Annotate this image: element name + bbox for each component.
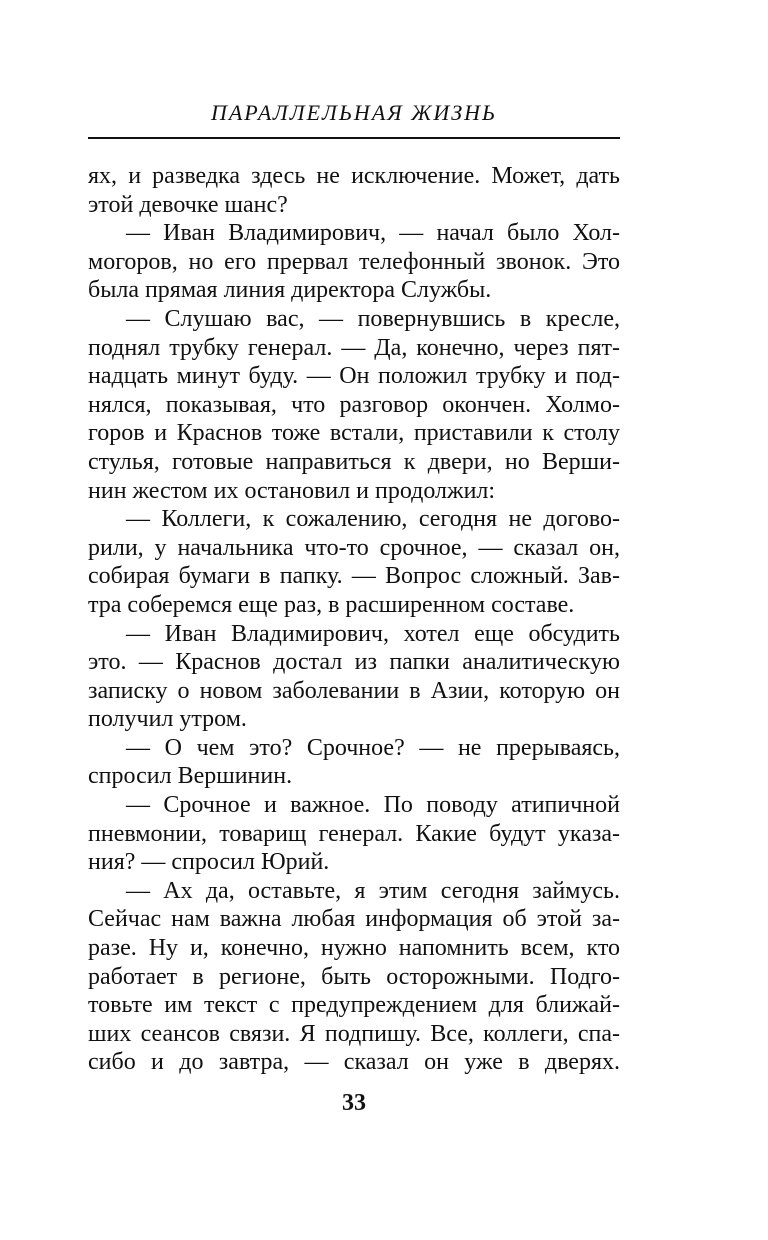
text-line: стулья, готовые направиться к двери, но Верши-	[88, 448, 620, 475]
text-line: собирая бумаги в папку. — Вопрос сложный. Зав-	[88, 563, 620, 590]
body-text	[88, 162, 620, 1077]
text-line: — Ах да, оставьте, я этим сегодня займусь.	[126, 877, 620, 904]
text-line: могоров, но его прервал телефонный звонок. Это	[88, 248, 620, 275]
text-line: получил утром.	[88, 706, 247, 733]
text-line: это. — Краснов достал из папки аналитическую	[88, 649, 620, 676]
text-line: ях, и разведка здесь не исключение. Может, дать	[88, 163, 620, 189]
text-line: работает в регионе, быть осторожными. Подго-	[88, 963, 620, 990]
text-line: была прямая линия директора Службы.	[88, 277, 492, 304]
text-line: записку о новом заболевании в Азии, которую он	[88, 677, 620, 704]
text-line: разе. Ну и, конечно, нужно напомнить всем, кто	[88, 935, 620, 962]
text-line: — Срочное и важное. По поводу атипичной	[126, 792, 620, 819]
running-head: ПАРАЛЛЕЛЬНАЯ ЖИЗНЬ	[210, 100, 498, 125]
text-line: ших сеансов связи. Я подпишу. Все, коллеги, спа-	[88, 1020, 620, 1047]
text-line: нин жестом их остановил и продолжил:	[88, 477, 496, 504]
text-line: Сейчас нам важна любая информация об этой за-	[88, 906, 620, 933]
text-line: — О чем это? Срочное? — не прерываясь,	[126, 734, 620, 761]
text-line: ния? — спросил Юрий.	[88, 849, 330, 876]
text-line: пневмонии, товарищ генерал. Какие будут указа-	[88, 820, 620, 847]
text-line: тра соберемся еще раз, в расширенном составе.	[88, 591, 575, 618]
text-line: спросил Вершинин.	[88, 763, 293, 790]
text-line: — Коллеги, к сожалению, сегодня не догово-	[126, 506, 620, 533]
text-line: сибо и до завтра, — сказал он уже в дверях.	[88, 1049, 620, 1076]
text-line: этой девочке шанс?	[88, 191, 288, 218]
text-line: горов и Краснов тоже встали, приставили к столу	[88, 420, 620, 447]
text-line: поднял трубку генерал. — Да, конечно, через пят-	[88, 334, 620, 361]
text-line: — Иван Владимирович, — начал было Хол-	[126, 220, 620, 247]
text-line: надцать минут буду. — Он положил трубку и под-	[88, 363, 620, 390]
header-rule	[88, 137, 620, 139]
text-line: товьте им текст с предупреждением для ближай-	[88, 992, 620, 1019]
text-line: рили, у начальника что-то срочное, — сказал он,	[88, 534, 620, 561]
text-line: — Слушаю вас, — повернувшись в кресле,	[126, 305, 620, 332]
page-number: 33	[342, 1090, 366, 1116]
text-line: нялся, показывая, что разговор окончен. Холмо-	[88, 391, 620, 418]
text-line: — Иван Владимирович, хотел еще обсудить	[126, 620, 620, 647]
